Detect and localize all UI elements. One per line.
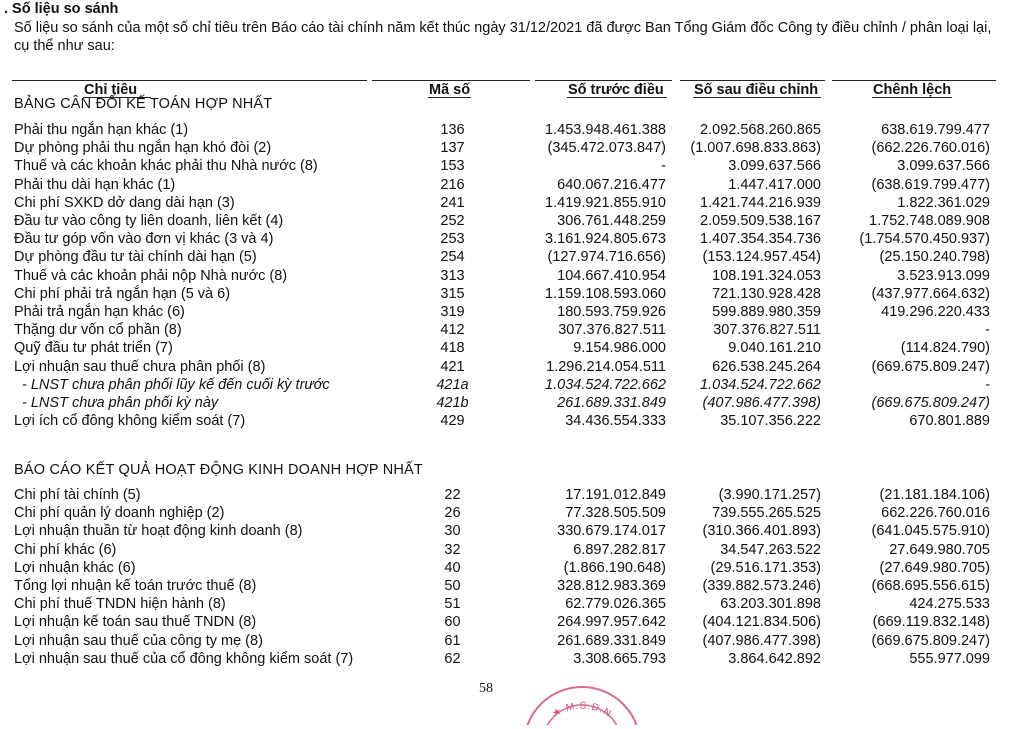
row-after-value: 1.421.744.216.939	[700, 194, 821, 211]
row-item-name: Thuế và các khoản khác phải thu Nhà nước (8)	[14, 158, 318, 175]
row-code: 62	[444, 650, 461, 667]
intro-paragraph: Số liệu so sánh của một số chỉ tiêu trên Báo cáo tài chính năm kết thúc ngày 31/12/2021 đã được Ban Tổng Giám đốc Công ty điều chỉnh / phân loại lại, cụ thể như sau:	[14, 20, 992, 54]
row-item-name: Đầu tư vào công ty liên doanh, liên kết (4)	[14, 213, 284, 229]
row-diff-value: (25.150.240.798)	[879, 249, 990, 266]
row-code: 60	[444, 614, 461, 631]
row-after-value: 1.407.354.354.736	[700, 231, 821, 248]
row-before-value: 104.667.410.954	[557, 267, 666, 284]
row-item-name: Chi phí thuế TNDN hiện hành (8)	[14, 596, 226, 613]
row-code: 421b	[436, 395, 469, 411]
table-row	[0, 614, 1020, 632]
row-diff-value: -	[985, 376, 990, 393]
row-code: 315	[440, 285, 465, 302]
row-diff-value: (669.119.832.148)	[872, 614, 990, 631]
row-item-name: Chi phí tài chính (5)	[14, 487, 141, 503]
row-before-value: 640.067.216.477	[557, 176, 666, 193]
row-after-value: 2.092.568.260.865	[700, 122, 821, 138]
row-diff-value: (669.675.809.247)	[871, 395, 990, 411]
table-row	[0, 177, 1020, 195]
row-item-name: Tổng lợi nhuận kế toán trước thuế (8)	[14, 578, 257, 594]
row-before-value: 62.779.026.365	[565, 596, 666, 613]
row-after-value: (1.007.698.833.863)	[690, 140, 821, 157]
row-item-name: Thặng dư vốn cổ phần (8)	[14, 322, 182, 339]
row-item-name: Thuế và các khoản phải nộp Nhà nước (8)	[14, 267, 288, 284]
row-before-value: 3.308.665.793	[573, 650, 666, 667]
row-item-name: Dự phòng phải thu ngắn hạn khó đòi (2)	[14, 140, 272, 157]
col-header-after: Số sau điều chỉnh	[694, 82, 819, 98]
row-item-name: Lợi nhuận kế toán sau thuế TNDN (8)	[14, 614, 257, 631]
row-before-value: (127.974.716.656)	[547, 249, 666, 266]
col-header-before: Số trước điều	[568, 82, 664, 98]
row-item-name: Chi phí SXKD dở dang dài hạn (3)	[14, 194, 235, 211]
row-item-name: - LNST chưa phân phối lũy kế đến cuối kỳ trước	[22, 376, 330, 393]
row-after-value: 35.107.356.222	[720, 413, 821, 430]
row-before-value: 34.436.554.333	[565, 413, 666, 430]
row-before-value: 264.997.957.642	[557, 614, 666, 631]
row-before-value: 1.296.214.054.511	[546, 358, 666, 375]
row-after-value: 3.864.642.892	[728, 650, 821, 667]
row-after-value: 63.203.301.898	[720, 596, 821, 613]
header-underline-diff	[872, 97, 952, 98]
table-row	[0, 413, 1020, 431]
row-before-value: 1.419.921.855.910	[545, 194, 666, 211]
col-header-code: Mã số	[429, 82, 471, 98]
row-before-value: 261.689.331.849	[557, 395, 666, 411]
row-item-name: Phải thu ngắn hạn khác (1)	[14, 122, 189, 138]
row-code: 32	[444, 541, 461, 558]
table-row	[0, 195, 1020, 213]
table-row	[0, 286, 1020, 304]
table-row	[0, 359, 1020, 377]
row-before-value: 306.761.448.259	[557, 213, 666, 229]
row-before-value: 1.453.948.461.388	[545, 122, 666, 138]
table-row	[0, 304, 1020, 322]
row-diff-value: 424.275.533	[909, 596, 990, 613]
header-underline-after	[693, 97, 821, 98]
row-code: 26	[444, 505, 461, 522]
row-code: 412	[440, 322, 465, 339]
row-diff-value: 3.099.637.566	[897, 158, 990, 175]
table-row	[0, 578, 1020, 596]
col-header-diff: Chênh lệch	[873, 82, 952, 98]
row-code: 216	[440, 176, 465, 193]
row-code: 253	[440, 231, 465, 248]
row-diff-value: (669.675.809.247)	[871, 358, 990, 375]
table-row	[0, 377, 1020, 395]
row-after-value: 34.547.263.522	[720, 541, 821, 558]
table-row	[0, 523, 1020, 541]
row-code: 136	[440, 122, 465, 138]
row-diff-value: (21.181.184.106)	[879, 487, 990, 503]
row-before-value: 330.679.174.017	[557, 523, 666, 540]
page-number: 58	[479, 681, 493, 696]
table-row	[0, 542, 1020, 560]
row-item-name: Chi phí phải trả ngắn hạn (5 và 6)	[14, 285, 231, 302]
row-code: 319	[440, 304, 465, 320]
table-row	[0, 395, 1020, 413]
col-header-item: Chỉ tiêu	[84, 82, 138, 98]
row-item-name: Lợi nhuận khác (6)	[14, 559, 136, 576]
row-after-value: 9.040.161.210	[728, 340, 821, 357]
row-before-value: 261.689.331.849	[557, 632, 666, 649]
table-row	[0, 122, 1020, 140]
row-code: 421a	[436, 376, 469, 393]
row-diff-value: 419.296.220.433	[881, 304, 990, 320]
table-row	[0, 268, 1020, 286]
row-diff-value: (114.824.790)	[900, 340, 990, 357]
row-code: 40	[444, 559, 461, 576]
row-code: 30	[444, 523, 461, 540]
table-row	[0, 231, 1020, 249]
row-before-value: 1.034.524.722.662	[545, 376, 666, 393]
row-item-name: Lợi ích cổ đông không kiểm soát (7)	[14, 413, 246, 430]
row-code: 22	[444, 487, 461, 503]
row-diff-value: (638.619.799.477)	[871, 176, 990, 193]
row-after-value: 599.889.980.359	[712, 304, 821, 320]
row-code: 61	[444, 632, 461, 649]
row-diff-value: 670.801.889	[909, 413, 990, 430]
row-before-value: 1.159.108.593.060	[545, 285, 666, 302]
table-row	[0, 633, 1020, 651]
header-rule-item	[12, 80, 367, 81]
row-code: 50	[444, 578, 461, 594]
row-after-value: (404.121.834.506)	[702, 614, 821, 631]
row-item-name: Phải trả ngắn hạn khác (6)	[14, 304, 185, 320]
table-row	[0, 213, 1020, 231]
row-diff-value: (669.675.809.247)	[871, 632, 990, 649]
row-item-name: Lợi nhuận sau thuế của cổ đông không kiểm soát (7)	[14, 650, 354, 667]
row-after-value: 739.555.265.525	[712, 505, 821, 522]
row-diff-value: (662.226.760.016)	[871, 140, 990, 157]
row-before-value: -	[661, 158, 666, 175]
row-after-value: 1.034.524.722.662	[700, 376, 821, 393]
row-item-name: Lợi nhuận sau thuế của công ty mẹ (8)	[14, 632, 263, 649]
header-rule-after	[680, 80, 825, 81]
stamp-text: ★ M.S.D.N	[550, 700, 614, 720]
header-underline-before	[567, 97, 667, 98]
row-after-value: (153.124.957.454)	[702, 249, 821, 266]
row-code: 421	[440, 358, 465, 375]
row-item-name: Chi phí khác (6)	[14, 541, 117, 558]
table-row	[0, 596, 1020, 614]
row-after-value: (407.986.477.398)	[702, 395, 821, 411]
table-row	[0, 651, 1020, 669]
row-item-name: Đầu tư góp vốn vào đơn vị khác (3 và 4)	[14, 231, 274, 248]
section-heading: . Số liệu so sánh	[4, 1, 119, 17]
row-after-value: 721.130.928.428	[712, 285, 821, 302]
row-code: 252	[440, 213, 465, 229]
row-diff-value: 1.752.748.089.908	[869, 213, 990, 229]
section-title-balance-sheet: BẢNG CÂN ĐỐI KẾ TOÁN HỢP NHẤT	[14, 96, 273, 112]
row-code: 313	[440, 267, 465, 284]
row-item-name: Lợi nhuận thuần từ hoạt động kinh doanh (8)	[14, 523, 303, 540]
row-after-value: 108.191.324.053	[712, 267, 821, 284]
row-after-value: 626.538.245.264	[712, 358, 821, 375]
row-after-value: 2.059.509.538.167	[700, 213, 821, 229]
svg-text:★ M.S.D.N	[550, 701, 613, 720]
row-before-value: (1.866.190.648)	[563, 559, 666, 576]
row-diff-value: 27.649.980.705	[889, 541, 990, 558]
row-diff-value: 662.226.760.016	[881, 505, 990, 522]
table-row	[0, 158, 1020, 176]
row-before-value: (345.472.073.847)	[547, 140, 666, 157]
row-before-value: 328.812.983.369	[557, 578, 666, 594]
row-after-value: (407.986.477.398)	[702, 632, 821, 649]
row-diff-value: -	[985, 322, 990, 339]
row-before-value: 17.191.012.849	[565, 487, 666, 503]
table-row	[0, 140, 1020, 158]
table-row	[0, 322, 1020, 340]
row-item-name: Dự phòng đầu tư tài chính dài hạn (5)	[14, 249, 257, 266]
row-diff-value: (27.649.980.705)	[879, 559, 990, 576]
row-before-value: 77.328.505.509	[565, 505, 666, 522]
row-item-name: Chi phí quản lý doanh nghiệp (2)	[14, 505, 225, 522]
row-item-name: Quỹ đầu tư phát triển (7)	[14, 340, 173, 357]
header-rule-diff	[832, 80, 996, 81]
table-row	[0, 340, 1020, 358]
row-code: 153	[440, 158, 465, 175]
row-diff-value: (1.754.570.450.937)	[859, 231, 990, 248]
row-after-value: (339.882.573.246)	[702, 578, 821, 594]
row-diff-value: 555.977.099	[909, 650, 990, 667]
header-rule-code	[372, 80, 530, 81]
row-diff-value: (641.045.575.910)	[871, 523, 990, 540]
company-stamp	[522, 683, 642, 729]
row-after-value: (3.990.171.257)	[718, 487, 821, 503]
row-before-value: 180.593.759.926	[557, 304, 666, 320]
row-before-value: 3.161.924.805.673	[545, 231, 666, 248]
row-before-value: 6.897.282.817	[573, 541, 666, 558]
row-after-value: 1.447.417.000	[728, 176, 821, 193]
row-before-value: 307.376.827.511	[558, 322, 666, 339]
row-after-value: 307.376.827.511	[713, 322, 821, 339]
row-item-name: - LNST chưa phân phối kỳ này	[22, 395, 219, 411]
row-after-value: 3.099.637.566	[728, 158, 821, 175]
table-row	[0, 249, 1020, 267]
section-title-income-statement: BÁO CÁO KẾT QUẢ HOẠT ĐỘNG KINH DOANH HỢP NHẤT	[14, 462, 423, 478]
row-after-value: (310.366.401.893)	[702, 523, 821, 540]
row-item-name: Lợi nhuận sau thuế chưa phân phối (8)	[14, 358, 266, 375]
row-diff-value: 3.523.913.099	[897, 267, 990, 284]
row-diff-value: (437.977.664.632)	[871, 285, 990, 302]
row-code: 254	[440, 249, 465, 266]
table-row	[0, 487, 1020, 505]
row-code: 51	[444, 596, 461, 613]
table-row	[0, 560, 1020, 578]
row-code: 137	[440, 140, 465, 157]
row-item-name: Phải thu dài hạn khác (1)	[14, 176, 176, 193]
row-diff-value: (668.695.556.615)	[871, 578, 990, 594]
table-row	[0, 505, 1020, 523]
row-diff-value: 638.619.799.477	[881, 122, 990, 138]
header-rule-before	[535, 80, 672, 81]
row-code: 418	[440, 340, 465, 357]
row-diff-value: 1.822.361.029	[897, 194, 990, 211]
row-after-value: (29.516.171.353)	[710, 559, 821, 576]
header-underline-code	[428, 97, 471, 98]
row-code: 241	[440, 194, 465, 211]
row-before-value: 9.154.986.000	[573, 340, 666, 357]
row-code: 429	[440, 413, 465, 430]
